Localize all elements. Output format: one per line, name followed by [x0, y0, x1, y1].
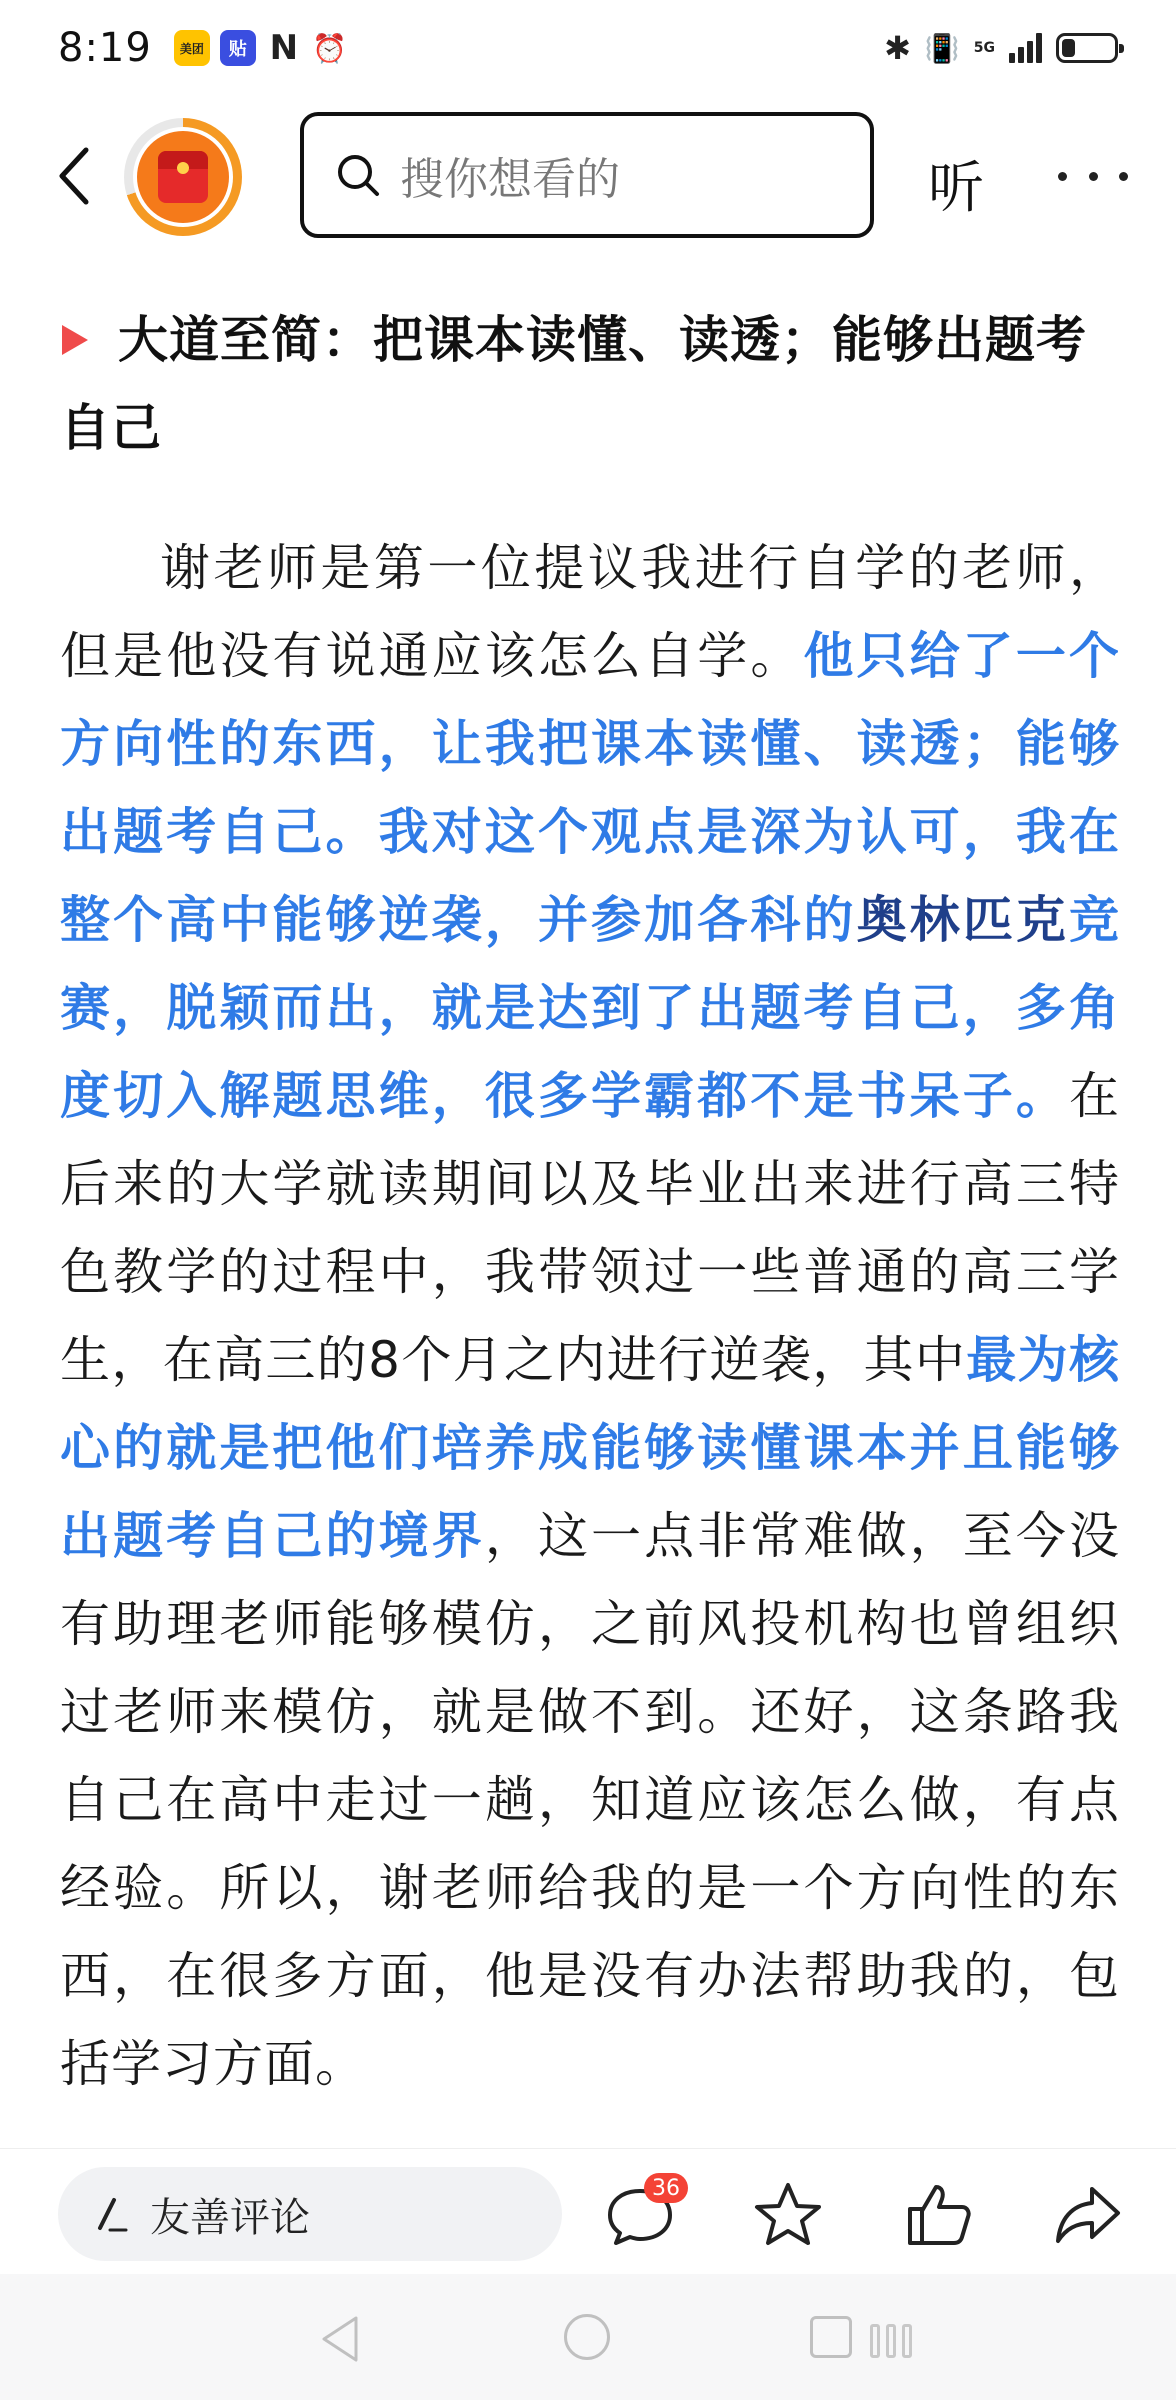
highlight-keyword: 奥林匹克: [856, 891, 1069, 949]
status-time: 8:19: [58, 25, 152, 71]
comment-placeholder: 友善评论: [150, 2194, 310, 2241]
back-button[interactable]: [44, 134, 104, 218]
signal-icon: [1009, 33, 1042, 63]
action-bar: [0, 2148, 1176, 2275]
system-nav-bar: [0, 2274, 1176, 2400]
search-placeholder: 搜你想看的: [400, 154, 620, 205]
listen-button[interactable]: 听: [928, 156, 984, 221]
more-options-button[interactable]: [1058, 148, 1128, 204]
system-back-icon[interactable]: [318, 2314, 362, 2364]
text-segment: ，这一点非常难做，至今没有助理老师能够模仿，之前风投机构也曾组织过老师来模仿，就是做不到。还好，这条路我自己在高中走过一趟，知道应该怎么做，有点经验。所以，谢老师给我的是一个方向性的东西，在很多方面，他是没有办法帮助我的，包括学习方面。: [60, 1507, 1121, 2093]
system-recents-icon[interactable]: [810, 2316, 852, 2358]
system-home-icon[interactable]: [564, 2314, 610, 2360]
more-dot: [1119, 172, 1128, 181]
text-segment: 谢老师是第一位提议我进行自学的老师，但是他没有说通应该怎么自学。: [60, 539, 1120, 685]
notification-icons: [174, 28, 348, 68]
comment-count-badge: 36: [644, 2173, 688, 2203]
like-button[interactable]: [902, 2179, 974, 2251]
status-bar: [0, 0, 1176, 96]
article-content: [60, 296, 1120, 2158]
article-paragraph: [60, 524, 1120, 2108]
highlight-segment: 竞赛，脱颖而出，就是达到了出题考自己，多角度切入解题思维，很多学霸都不是书呆子。: [60, 891, 1120, 1125]
chevron-left-icon: [54, 144, 94, 208]
more-dot: [1058, 172, 1067, 181]
floating-windows-icon: [870, 2324, 912, 2358]
star-icon: [752, 2179, 824, 2251]
search-input[interactable]: [300, 112, 874, 238]
more-dot: [1089, 172, 1098, 181]
search-icon: [334, 151, 382, 199]
alarm-icon: ⏰: [312, 31, 348, 65]
thumbs-up-icon: [902, 2179, 974, 2251]
highlight-segment: 他只给了一个方向性的东西，让我把课本读懂、读透；能够出题考自己。我对这个观点是深为认可，我在整个高中能够逆袭，并参加各科的: [60, 627, 1121, 949]
nfc-icon: N: [269, 28, 299, 68]
text-segment: 在后来的大学就读期间以及毕业出来进行高三特色教学的过程中，我带领过一些普通的高三学生，在高三的8个月之内进行逆袭，其中: [60, 1067, 1120, 1389]
tieba-icon: 贴: [220, 30, 256, 66]
vibrate-icon: 📳: [924, 31, 960, 65]
favorite-button[interactable]: [752, 2179, 824, 2251]
red-packet-icon: [158, 151, 208, 203]
share-button[interactable]: [1052, 2179, 1124, 2251]
top-nav: [0, 108, 1176, 244]
battery-icon: [1056, 33, 1118, 63]
section-heading: [60, 296, 1120, 472]
network-type-label: 5G: [973, 40, 995, 56]
bluetooth-icon: ✱: [884, 29, 911, 67]
highlight-segment: 最为核心的就是把他们培养成能够读懂课本并且能够出题考自己的境界: [60, 1331, 1120, 1565]
section-heading-text: 大道至简：把课本读懂、读透；能够出题考自己: [60, 311, 1087, 457]
share-icon: [1052, 2179, 1124, 2251]
comment-input[interactable]: [58, 2167, 562, 2261]
battery-level: [1062, 39, 1075, 57]
meituan-icon: 美团: [174, 30, 210, 66]
pen-icon: [92, 2194, 128, 2234]
red-packet-progress[interactable]: [124, 118, 242, 236]
heading-marker-icon: [62, 325, 88, 355]
